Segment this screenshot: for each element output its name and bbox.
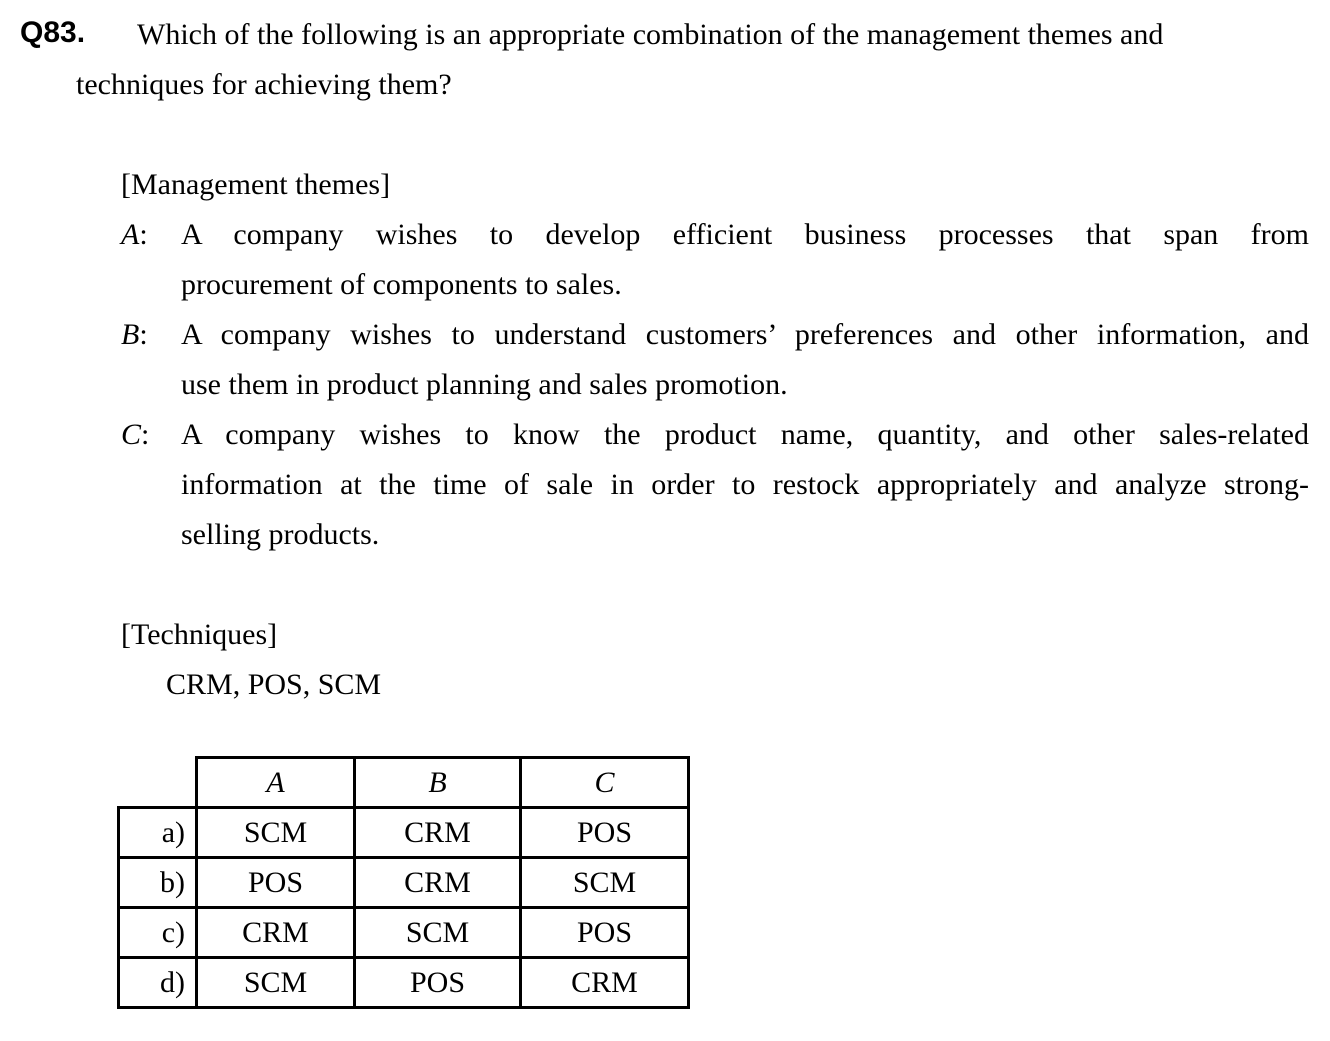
- theme-a-label: [121, 210, 148, 260]
- theme-b-line-2: use them in product planning and sales promotion.: [181, 368, 788, 401]
- option-b-cell-c: SCM: [521, 858, 689, 908]
- option-a-cell-b: CRM: [355, 808, 521, 858]
- theme-c-letter: C: [121, 418, 142, 451]
- table-row: [119, 958, 689, 1008]
- techniques-heading: [Techniques]: [121, 618, 278, 651]
- techniques-list: CRM, POS, SCM: [166, 668, 382, 701]
- question-text-line-2: techniques for achieving them?: [76, 68, 452, 101]
- answer-table: [117, 756, 690, 1009]
- option-b-label: b): [119, 858, 197, 908]
- theme-c-line-1: A company wishes to know the product name, quantity, and other sales-related: [181, 418, 1309, 451]
- theme-a-letter: A: [121, 218, 140, 251]
- theme-c-line-3: selling products.: [181, 518, 380, 551]
- question-text-line-1: Which of the following is an appropriate combination of the management themes and: [137, 18, 1164, 51]
- option-a-cell-c: POS: [521, 808, 689, 858]
- theme-b-line-1: A company wishes to understand customers’ preferences and other information, and: [181, 318, 1309, 351]
- header-c: C: [521, 758, 689, 808]
- table-row: [119, 858, 689, 908]
- option-b-cell-b: CRM: [355, 858, 521, 908]
- themes-heading: [Management themes]: [121, 168, 391, 201]
- option-c-cell-b: SCM: [355, 908, 521, 958]
- question-number: Q83.: [20, 16, 86, 49]
- theme-b-letter: B: [121, 318, 140, 351]
- option-b-cell-a: POS: [197, 858, 355, 908]
- option-c-cell-a: CRM: [197, 908, 355, 958]
- option-d-cell-a: SCM: [197, 958, 355, 1008]
- header-b: B: [355, 758, 521, 808]
- table-row: [119, 808, 689, 858]
- theme-c-colon: :: [141, 418, 150, 451]
- theme-b-colon: :: [139, 318, 148, 351]
- option-d-cell-b: POS: [355, 958, 521, 1008]
- theme-a-line-2: procurement of components to sales.: [181, 268, 622, 301]
- theme-a-line-1: A company wishes to develop efficient business processes that span from: [181, 218, 1309, 251]
- theme-c-line-2: information at the time of sale in order to restock appropriately and analyze strong-: [181, 468, 1309, 501]
- theme-b-label: [121, 310, 148, 360]
- theme-a-colon: :: [139, 218, 148, 251]
- option-d-cell-c: CRM: [521, 958, 689, 1008]
- option-c-label: c): [119, 908, 197, 958]
- option-c-cell-c: POS: [521, 908, 689, 958]
- theme-c-label: [121, 410, 149, 460]
- option-d-label: d): [119, 958, 197, 1008]
- table-row: [119, 908, 689, 958]
- answer-table-header-row: [119, 758, 689, 808]
- option-a-label: a): [119, 808, 197, 858]
- option-a-cell-a: SCM: [197, 808, 355, 858]
- header-a: A: [197, 758, 355, 808]
- answer-table-corner: [119, 758, 197, 808]
